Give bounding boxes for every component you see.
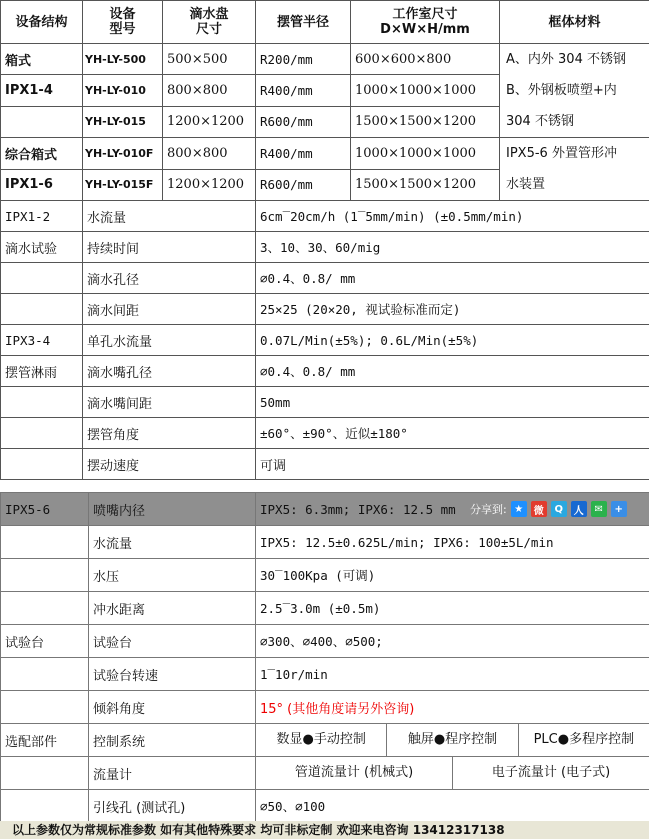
swing-row-5	[1, 449, 649, 480]
options-blank	[1, 790, 89, 823]
drip-value-2: 3、10、30、60/mig	[256, 232, 649, 263]
turntable-value-3: 15° (其他角度请另外咨询)	[256, 691, 649, 724]
options-lead-value: ∅50、∅100	[256, 790, 649, 823]
turntable-row-1	[1, 625, 649, 658]
swing-param-1: 单孔水流量	[83, 325, 256, 356]
options-name: 选配部件	[1, 724, 89, 757]
options-flowmeter-param: 流量计	[89, 757, 256, 790]
header-model	[83, 1, 163, 44]
combo-tray-2: 1200×1200	[163, 169, 256, 201]
qq-icon[interactable]: Q	[551, 501, 567, 517]
jet-code: IPX5-6	[1, 493, 89, 526]
control-option-manual: 数显●手动控制	[276, 732, 366, 747]
swing-name: 摆管淋雨	[1, 356, 83, 387]
jet-row-3	[1, 559, 649, 592]
swing-param-4: 摆管角度	[83, 418, 256, 449]
swing-code: IPX3-4	[1, 325, 83, 356]
box-tray-3: 1200×1200	[163, 106, 256, 137]
header-chamber-line1: 工作室尺寸	[392, 7, 458, 22]
swing-param-2: 滴水嘴孔径	[83, 356, 256, 387]
box-size-3: 1500×1500×1200	[351, 106, 500, 137]
swing-row-1	[1, 325, 649, 356]
drip-row-3	[1, 263, 649, 294]
jet-param-4: 冲水距离	[89, 592, 256, 625]
more-share-icon[interactable]: +	[611, 501, 627, 517]
swing-blank	[1, 387, 83, 418]
combo-name: 综合箱式	[1, 138, 83, 170]
jet-param-3: 水压	[89, 559, 256, 592]
drip-param-2: 持续时间	[83, 232, 256, 263]
combo-radius-2: R600/mm	[256, 169, 351, 201]
drip-value-4: 25×25 (20×20, 视试验标准而定)	[256, 294, 649, 325]
swing-row-3	[1, 387, 649, 418]
box-size-2: 1000×1000×1000	[351, 75, 500, 106]
box-material-line: B、外钢板喷塑+内	[506, 83, 617, 98]
header-tray	[163, 1, 256, 44]
swing-value-1: 0.07L/Min(±5%); 0.6L/Min(±5%)	[256, 325, 649, 356]
box-model-3: YH-LY-015	[83, 106, 163, 137]
header-radius: 摆管半径	[256, 1, 351, 44]
drip-value-1: 6cm‾20cm/h (1‾5mm/min) (±0.5mm/min)	[256, 201, 649, 232]
box-model-1: YH-LY-500	[83, 44, 163, 75]
box-material-line: A、内外 304 不锈钢	[506, 52, 626, 67]
flowmeter-option-mechanical: 管道流量计 (机械式)	[294, 765, 414, 780]
share-label: 分享到:	[470, 503, 507, 516]
header-model-line1: 设备	[109, 7, 136, 22]
swing-value-4: ±60°、±90°、近似±180°	[256, 418, 649, 449]
combo-material	[500, 138, 649, 201]
turntable-value-1: ∅300、∅400、∅500;	[256, 625, 649, 658]
swing-value-3: 50mm	[256, 387, 649, 418]
combo-material-line: 水装置	[506, 177, 546, 192]
jet-param-2: 水流量	[89, 526, 256, 559]
box-tray-2: 800×800	[163, 75, 256, 106]
options-flowmeter-split	[256, 757, 649, 789]
footer-note: 以上参数仅为常规标准参数 如有其他特殊要求 均可非标定制 欢迎来电咨询 13412317138	[0, 821, 649, 839]
header-structure: 设备结构	[1, 1, 83, 44]
box-tray-1: 500×500	[163, 44, 256, 75]
options-row-flowmeter	[1, 757, 649, 790]
options-row-control	[1, 724, 649, 757]
options-flowmeter-values	[256, 757, 649, 790]
swing-param-3: 滴水嘴间距	[83, 387, 256, 418]
share-bar	[470, 498, 627, 520]
options-row-lead	[1, 790, 649, 823]
jet-blank	[1, 526, 89, 559]
turntable-param-1: 试验台	[89, 625, 256, 658]
drip-value-3: ∅0.4、0.8/ mm	[256, 263, 649, 294]
swing-row-4	[1, 418, 649, 449]
swing-blank	[1, 449, 83, 480]
drip-param-3: 滴水孔径	[83, 263, 256, 294]
combo-code: IPX1-6	[1, 169, 83, 201]
options-control-param: 控制系统	[89, 724, 256, 757]
combo-size-2: 1500×1500×1200	[351, 169, 500, 201]
box-radius-1: R200/mm	[256, 44, 351, 75]
combo-material-line: IPX5-6 外置管形冲	[506, 146, 617, 161]
options-blank	[1, 757, 89, 790]
turntable-blank	[1, 691, 89, 724]
header-row	[1, 1, 649, 44]
box-radius-2: R400/mm	[256, 75, 351, 106]
drip-blank	[1, 294, 83, 325]
swing-blank	[1, 418, 83, 449]
jet-value-4: 2.5‾3.0m (±0.5m)	[256, 592, 649, 625]
combo-size-1: 1000×1000×1000	[351, 138, 500, 170]
box-radius-3: R600/mm	[256, 106, 351, 137]
box-blank	[1, 106, 83, 137]
turntable-param-3: 倾斜角度	[89, 691, 256, 724]
control-option-touch: 触屏●程序控制	[386, 724, 517, 756]
drip-row-1	[1, 201, 649, 232]
turntable-param-2: 试验台转速	[89, 658, 256, 691]
spec-table-bottom	[0, 492, 649, 823]
turntable-name: 试验台	[1, 625, 89, 658]
drip-name: 滴水试验	[1, 232, 83, 263]
qzone-icon[interactable]: ★	[511, 501, 527, 517]
jet-value-1: IPX5: 6.3mm; IPX6: 12.5 mm	[256, 493, 649, 526]
combo-radius-1: R400/mm	[256, 138, 351, 170]
box-size-1: 600×600×800	[351, 44, 500, 75]
renren-icon[interactable]: 人	[571, 501, 587, 517]
combo-model-2: YH-LY-015F	[83, 169, 163, 201]
combo-row-1	[1, 138, 649, 170]
combo-model-1: YH-LY-010F	[83, 138, 163, 170]
swing-row-2	[1, 356, 649, 387]
turntable-row-2	[1, 658, 649, 691]
turntable-blank	[1, 658, 89, 691]
drip-row-2	[1, 232, 649, 263]
box-model-2: YH-LY-010	[83, 75, 163, 106]
header-tray-line1: 滴水盘	[189, 7, 229, 22]
turntable-value-2: 1‾10r/min	[256, 658, 649, 691]
jet-blank	[1, 592, 89, 625]
jet-row-2	[1, 526, 649, 559]
header-model-line2: 型号	[109, 22, 136, 37]
swing-value-5: 可调	[256, 449, 649, 480]
box-code: IPX1-4	[1, 75, 83, 106]
box-material-line: 304 不锈钢	[506, 114, 574, 129]
drip-param-4: 滴水间距	[83, 294, 256, 325]
drip-row-4	[1, 294, 649, 325]
options-control-values	[256, 724, 649, 757]
drip-blank	[1, 263, 83, 294]
header-chamber-line2: D×W×H/mm	[380, 22, 470, 37]
jet-param-1: 喷嘴内径	[89, 493, 256, 526]
jet-blank	[1, 559, 89, 592]
box-name: 箱式	[1, 44, 83, 75]
box-material	[500, 44, 649, 138]
swing-value-2: ∅0.4、0.8/ mm	[256, 356, 649, 387]
options-control-split	[256, 724, 649, 756]
options-lead-param: 引线孔 (测试孔)	[89, 790, 256, 823]
header-chamber	[351, 1, 500, 44]
wechat-icon[interactable]: ✉	[591, 501, 607, 517]
jet-row-4	[1, 592, 649, 625]
jet-value-2: IPX5: 12.5±0.625L/min; IPX6: 100±5L/min	[256, 526, 649, 559]
swing-param-5: 摆动速度	[83, 449, 256, 480]
control-option-plc: PLC●多程序控制	[518, 724, 649, 756]
drip-code: IPX1-2	[1, 201, 83, 232]
drip-param-1: 水流量	[83, 201, 256, 232]
turntable-row-3	[1, 691, 649, 724]
header-tray-line2: 尺寸	[195, 22, 222, 37]
combo-tray-1: 800×800	[163, 138, 256, 170]
flowmeter-option-electronic: 电子流量计 (电子式)	[452, 757, 649, 789]
box-row-1	[1, 44, 649, 75]
jet-value-3: 30‾100Kpa (可调)	[256, 559, 649, 592]
header-material: 框体材料	[500, 1, 649, 44]
weibo-icon[interactable]: 微	[531, 501, 547, 517]
